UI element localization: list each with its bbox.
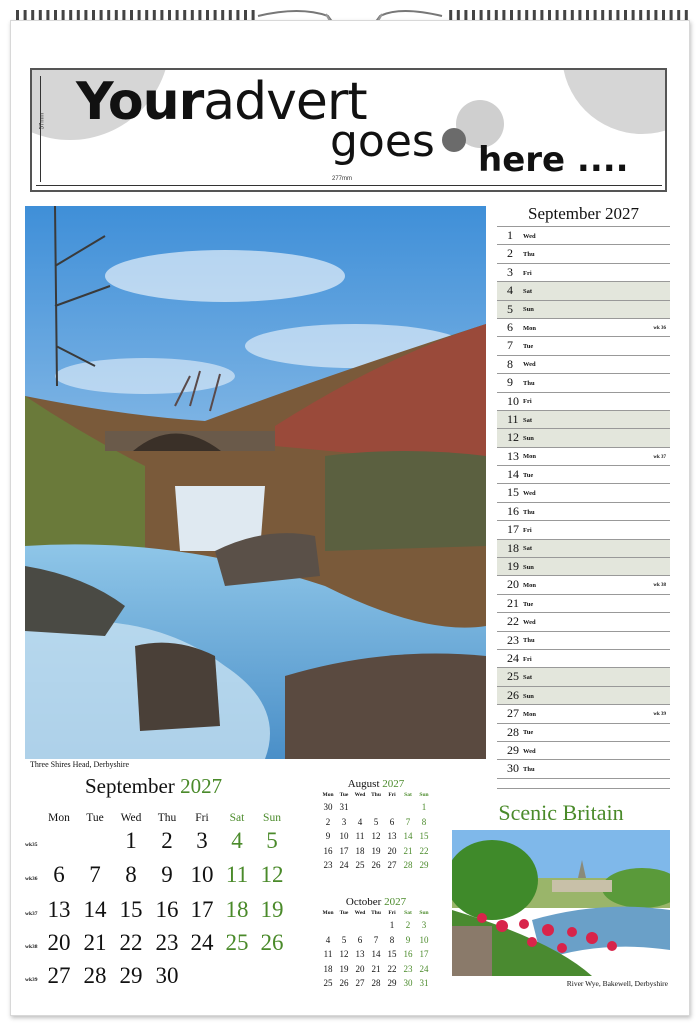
week-label: wk36	[25, 876, 38, 882]
month-day: 28	[83, 963, 107, 988]
mini-day: 21	[403, 845, 413, 856]
day-row	[497, 540, 670, 558]
day-weekday: Fri	[523, 269, 532, 277]
day-weekday: Mon	[523, 453, 536, 461]
mini-calendar-title	[320, 778, 432, 792]
day-weekday: Thu	[523, 251, 535, 259]
day-list-footer-line	[497, 779, 670, 789]
day-row	[497, 558, 670, 576]
mini-weekday-header: Sat	[404, 910, 412, 916]
mini-day: 20	[387, 845, 397, 856]
day-row	[497, 393, 670, 411]
day-row	[497, 668, 670, 686]
weekday-header: Sat	[229, 812, 245, 824]
mini-day: 4	[357, 816, 363, 827]
day-weekday: Wed	[523, 361, 536, 369]
mini-day: 19	[371, 845, 381, 856]
month-day: 2	[161, 828, 173, 853]
day-row	[497, 521, 670, 539]
mini-day: 27	[355, 978, 365, 988]
mini-calendar-year: 2027	[382, 778, 405, 790]
day-weekday: Sun	[523, 435, 534, 443]
day-number: 24	[507, 650, 519, 665]
mini-calendar-month: October	[345, 896, 382, 908]
mini-day: 24	[339, 860, 349, 870]
month-day: 27	[47, 963, 71, 988]
mini-day: 17	[339, 845, 349, 856]
mini-weekday-header: Wed	[354, 792, 366, 798]
day-row	[497, 282, 670, 300]
month-day: 14	[83, 897, 107, 922]
mini-day: 2	[325, 816, 331, 827]
day-weekday: Wed	[523, 232, 536, 240]
day-row	[497, 301, 670, 319]
mini-day: 7	[373, 934, 379, 945]
day-weekday: Wed	[523, 618, 536, 626]
main-photo	[25, 206, 486, 759]
week-number: wk 39	[653, 712, 666, 718]
mini-calendar-month: August	[347, 778, 380, 790]
day-number: 28	[507, 724, 519, 739]
month-day: 7	[89, 862, 101, 887]
mini-day: 29	[419, 860, 429, 870]
day-weekday: Tue	[523, 729, 534, 737]
width-dimension-label: 277mm	[332, 176, 353, 182]
mini-day: 9	[325, 831, 331, 841]
day-weekday: Sat	[523, 416, 533, 424]
day-number: 21	[507, 595, 519, 610]
day-row	[497, 613, 670, 631]
scenic-britain-title: Scenic Britain	[498, 800, 624, 825]
day-weekday: Mon	[523, 324, 536, 332]
day-number: 16	[507, 503, 519, 518]
month-day: 25	[225, 930, 249, 955]
day-row	[497, 687, 670, 705]
day-number: 10	[507, 393, 519, 408]
mini-calendar-october	[320, 896, 432, 996]
mini-day: 22	[387, 963, 397, 974]
mini-day: 7	[405, 816, 411, 827]
mini-day: 23	[323, 860, 333, 870]
day-number: 25	[507, 669, 519, 684]
month-day: 6	[53, 862, 65, 887]
day-number: 9	[507, 375, 513, 390]
day-row	[497, 374, 670, 392]
mini-day: 11	[355, 831, 365, 841]
month-day: 8	[125, 862, 137, 887]
height-dimension-label: 57mm	[39, 112, 46, 130]
month-day: 20	[47, 930, 71, 955]
mini-day: 9	[405, 934, 411, 945]
month-day: 4	[231, 828, 243, 853]
mini-day: 25	[355, 860, 365, 870]
day-weekday: Fri	[523, 655, 532, 663]
mini-weekday-header: Mon	[322, 792, 334, 798]
mini-weekday-header: Sun	[419, 792, 429, 798]
mini-calendar-year: 2027	[384, 896, 407, 908]
month-day: 22	[119, 930, 143, 955]
mini-day: 28	[371, 978, 381, 988]
mini-day: 16	[403, 949, 413, 959]
day-weekday: Thu	[523, 637, 535, 645]
mini-day: 17	[419, 949, 429, 959]
mini-day: 14	[371, 949, 381, 959]
mini-day: 10	[339, 831, 349, 841]
mini-day: 1	[421, 802, 427, 812]
weekday-header: Tue	[86, 812, 104, 824]
mini-day: 14	[403, 831, 413, 841]
day-number: 2	[507, 246, 513, 261]
mini-day: 30	[403, 978, 413, 988]
day-weekday: Sun	[523, 563, 534, 571]
day-weekday: Sat	[523, 674, 533, 682]
mini-day: 28	[403, 860, 413, 870]
day-number: 5	[507, 301, 513, 316]
mini-weekday-header: Wed	[354, 910, 366, 916]
weekday-header: Mon	[48, 812, 70, 824]
day-row	[497, 724, 670, 742]
day-number: 30	[507, 761, 519, 776]
mini-day: 18	[323, 963, 333, 974]
mini-day: 15	[387, 949, 397, 959]
mini-day: 12	[371, 831, 381, 841]
mini-day: 6	[357, 934, 363, 945]
day-number: 6	[507, 319, 513, 334]
mini-day: 6	[389, 816, 395, 827]
scenic-photo	[452, 830, 670, 976]
mini-weekday-header: Mon	[322, 910, 334, 916]
mini-day: 31	[339, 802, 349, 812]
day-number: 7	[507, 338, 513, 353]
mini-weekday-header: Tue	[339, 792, 349, 798]
day-number: 27	[507, 706, 519, 721]
day-weekday: Fri	[523, 398, 532, 406]
day-row	[497, 484, 670, 502]
mini-day: 8	[389, 934, 395, 945]
month-day: 29	[119, 963, 143, 988]
week-number: wk 37	[653, 454, 666, 460]
day-list	[497, 203, 670, 789]
day-row	[497, 576, 670, 594]
mini-day: 24	[419, 963, 429, 974]
month-day: 26	[260, 930, 284, 955]
day-weekday: Thu	[523, 766, 535, 774]
day-weekday: Sat	[523, 287, 533, 295]
weekday-header: Sun	[263, 812, 281, 824]
day-weekday: Tue	[523, 471, 534, 479]
decorative-circle	[562, 68, 667, 134]
mini-day: 31	[419, 978, 429, 988]
mini-calendar-title	[320, 896, 432, 910]
day-number: 13	[507, 448, 519, 463]
month-day: 21	[83, 930, 107, 955]
month-day: 10	[190, 862, 214, 887]
day-row	[497, 448, 670, 466]
mini-day: 13	[387, 831, 397, 841]
mini-day: 19	[339, 963, 349, 974]
day-number: 11	[507, 411, 519, 426]
advert-headline-line2: goes	[330, 116, 435, 167]
week-label: wk37	[25, 911, 38, 917]
day-number: 17	[507, 522, 519, 537]
day-weekday: Mon	[523, 710, 536, 718]
month-day: 23	[155, 930, 179, 955]
mini-day: 5	[373, 816, 379, 827]
day-number: 1	[507, 228, 513, 242]
mini-calendar-headers	[320, 910, 432, 920]
day-number: 3	[507, 264, 513, 279]
weekday-header: Thu	[157, 812, 177, 824]
month-day: 3	[196, 828, 208, 853]
day-row	[497, 411, 670, 429]
mini-day: 27	[387, 860, 397, 870]
month-day: 17	[190, 897, 214, 922]
month-day: 15	[119, 897, 143, 922]
main-photo-caption: Three Shires Head, Derbyshire	[30, 760, 130, 769]
mini-day: 26	[371, 860, 381, 870]
mini-calendar-days	[320, 920, 432, 996]
day-weekday: Mon	[523, 582, 536, 590]
mini-day: 1	[389, 920, 395, 930]
month-day: 16	[155, 897, 179, 922]
day-row	[497, 227, 670, 245]
day-list-title: September 2027	[497, 203, 670, 227]
month-day: 11	[225, 862, 249, 887]
day-weekday: Thu	[523, 379, 535, 387]
month-day: 9	[161, 862, 173, 887]
day-row	[497, 466, 670, 484]
day-row	[497, 264, 670, 282]
mini-day: 22	[419, 845, 429, 856]
mini-day: 15	[419, 831, 429, 841]
mini-day: 3	[341, 816, 347, 827]
month-day: 5	[266, 828, 278, 853]
day-number: 4	[507, 283, 513, 298]
mini-day: 8	[421, 816, 427, 827]
day-row	[497, 503, 670, 521]
mini-day: 3	[421, 920, 427, 930]
day-row	[497, 245, 670, 263]
mini-calendar-headers	[320, 792, 432, 802]
day-number: 8	[507, 356, 513, 371]
day-number: 20	[507, 577, 519, 592]
mini-weekday-header: Thu	[371, 792, 381, 798]
week-label: wk35	[25, 842, 38, 848]
day-weekday: Sun	[523, 692, 534, 700]
mini-day: 29	[387, 978, 397, 988]
day-row	[497, 319, 670, 337]
mini-day: 26	[339, 978, 349, 988]
day-weekday: Tue	[523, 343, 534, 351]
day-row	[497, 356, 670, 374]
day-number: 23	[507, 632, 519, 647]
week-number: wk 38	[653, 583, 666, 589]
day-weekday: Fri	[523, 527, 532, 534]
day-row	[497, 650, 670, 668]
month-day: 19	[260, 897, 284, 922]
weekday-header: Fri	[195, 812, 209, 824]
mini-day: 23	[403, 963, 413, 974]
mini-weekday-header: Sat	[404, 792, 412, 798]
day-row	[497, 595, 670, 613]
day-number: 29	[507, 742, 519, 757]
mini-day: 21	[371, 963, 381, 974]
day-weekday: Thu	[523, 508, 535, 516]
month-day: 30	[155, 963, 179, 988]
mini-weekday-header: Sun	[419, 910, 429, 916]
mini-day: 13	[355, 949, 365, 959]
day-row	[497, 760, 670, 778]
mini-day: 5	[341, 934, 347, 945]
day-number: 14	[507, 467, 519, 482]
mini-calendar-august	[320, 778, 432, 878]
week-label: wk38	[25, 944, 38, 950]
mini-day: 20	[355, 963, 365, 974]
day-weekday: Sat	[523, 545, 533, 553]
day-number: 15	[507, 485, 519, 500]
advert-headline-line3: here ....	[478, 140, 629, 180]
day-row	[497, 742, 670, 760]
month-day: 12	[260, 862, 284, 887]
week-label: wk39	[25, 977, 38, 983]
mini-weekday-header: Thu	[371, 910, 381, 916]
mini-day: 25	[323, 978, 333, 988]
day-weekday: Wed	[523, 490, 536, 498]
day-weekday: Wed	[523, 747, 536, 755]
decorative-dot	[442, 128, 466, 152]
week-number: wk 36	[653, 325, 666, 331]
month-day: 1	[125, 828, 137, 853]
advert-headline-line1: Youradvert	[76, 72, 367, 132]
day-number: 19	[507, 559, 519, 574]
month-grid-title: September 2027	[85, 774, 223, 798]
weekday-header: Wed	[120, 812, 142, 824]
day-row	[497, 337, 670, 355]
mini-weekday-header: Tue	[339, 910, 349, 916]
mini-day: 11	[323, 949, 333, 959]
mini-day: 16	[323, 845, 333, 856]
mini-day: 12	[339, 949, 349, 959]
mini-day: 2	[405, 920, 411, 930]
day-row	[497, 632, 670, 650]
mini-weekday-header: Fri	[388, 792, 396, 798]
month-day: 13	[47, 897, 71, 922]
day-number: 22	[507, 614, 519, 629]
mini-day: 10	[419, 934, 429, 945]
day-weekday: Sun	[523, 306, 534, 314]
scenic-photo-caption: River Wye, Bakewell, Derbyshire	[566, 979, 668, 988]
day-row	[497, 429, 670, 447]
day-number: 12	[507, 430, 519, 445]
width-dimension-line	[36, 185, 662, 186]
day-row	[497, 705, 670, 723]
mini-calendar-days	[320, 802, 432, 878]
mini-weekday-header: Fri	[388, 910, 396, 916]
month-day: 18	[225, 897, 249, 922]
mini-day: 18	[355, 845, 365, 856]
mini-day: 4	[325, 934, 331, 945]
month-day: 24	[190, 930, 214, 955]
mini-day: 30	[323, 802, 333, 812]
advert-placeholder	[30, 68, 667, 192]
day-number: 18	[507, 540, 519, 555]
day-number: 26	[507, 687, 519, 702]
day-weekday: Tue	[523, 600, 534, 608]
